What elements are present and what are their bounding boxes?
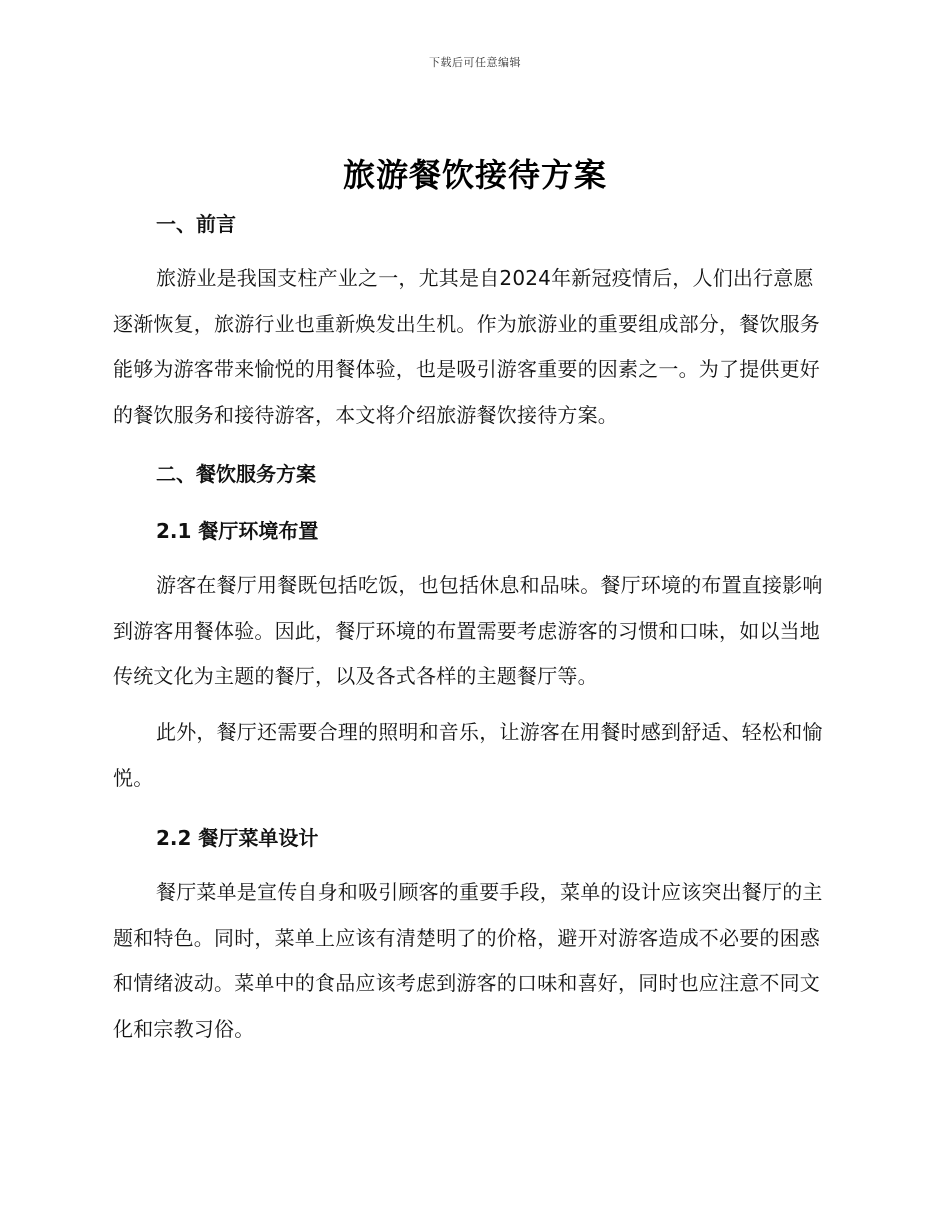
paragraph-menu-design: 餐厅菜单是宣传自身和吸引顾客的重要手段，菜单的设计应该突出餐厅的主题和特色。同时，菜单上应该有清楚明了的价格，避开对游客造成不必要的困惑和情绪波动。菜单中的食品应该考虑到游客的口味和喜好，同时也应注意不同文化和宗教习俗。	[113, 880, 823, 1041]
header-note: 下载后可任意编辑	[429, 56, 521, 69]
paragraph-preface: 旅游业是我国支柱产业之一，尤其是自2024年新冠疫情后，人们出行意愿逐渐恢复，旅游行业也重新焕发出生机。作为旅游业的重要组成部分，餐饮服务能够为游客带来愉悦的用餐体验，也是吸引游客重要的因素之一。为了提供更好的餐饮服务和接待游客，本文将介绍旅游餐饮接待方案。	[113, 266, 820, 427]
section-heading-restaurant-environment: 2.1 餐厅环境布置	[156, 519, 319, 543]
section-heading-preface: 一、前言	[156, 212, 236, 236]
section-heading-catering-plan: 二、餐饮服务方案	[156, 462, 316, 486]
paragraph-restaurant-environment-2: 此外，餐厅还需要合理的照明和音乐，让游客在用餐时感到舒适、轻松和愉悦。	[113, 720, 823, 790]
document-title: 旅游餐饮接待方案	[342, 156, 607, 194]
paragraph-restaurant-environment-1: 游客在餐厅用餐既包括吃饭，也包括休息和品味。餐厅环境的布置直接影响到游客用餐体验。因此，餐厅环境的布置需要考虑游客的习惯和口味，如以当地传统文化为主题的餐厅，以及各式各样的主题餐厅等。	[113, 573, 823, 688]
section-heading-menu-design: 2.2 餐厅菜单设计	[156, 826, 319, 850]
